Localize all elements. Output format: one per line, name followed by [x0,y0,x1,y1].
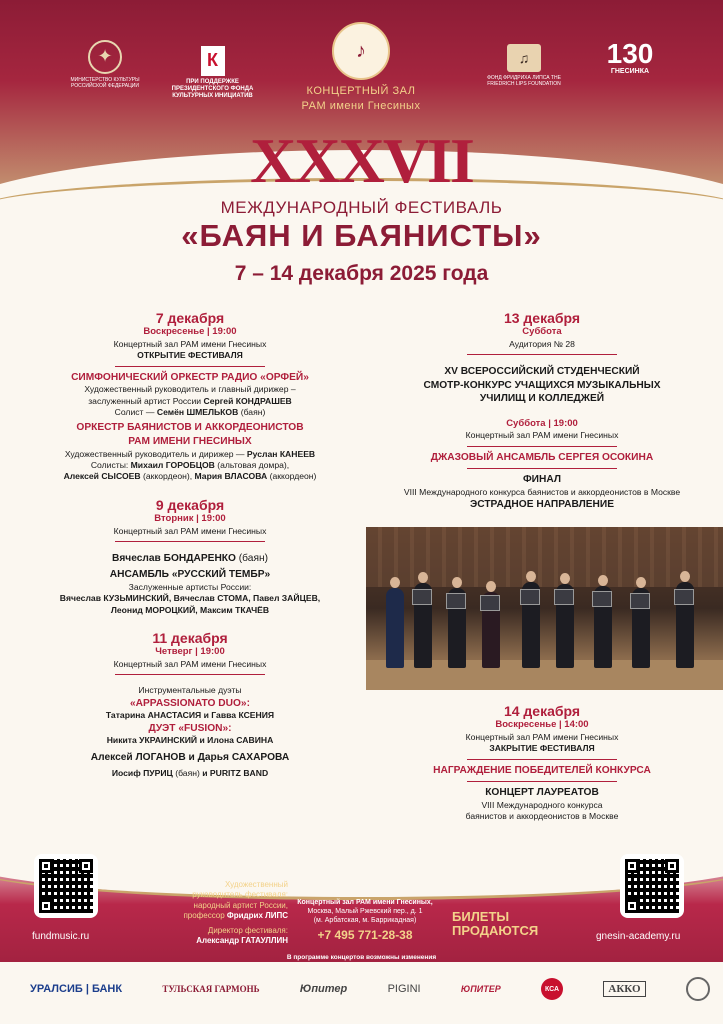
separator [467,781,617,782]
festival-directors: Художественный руководитель фестиваля: народный артист России, профессор Фридрих ЛИПС Директор фестиваля: Александр ГАТАУЛЛИН [183,880,288,945]
day-dec9: 9 декабря Вторник | 19:00 Концертный зал РАМ имени Гнесиных Вячеслав БОНДАРЕНКО (баян) АНСАМБЛЬ «РУССКИЙ ТЕМБР» Заслуженные артисты России: Вячеслав КУЗЬМИНСКИЙ, Вячеслав СТОМА, Павел ЗАЙЦЕВ, Леонид МОРОЦКИЙ, Максим ТКАЧЁВ [59,496,321,615]
schedule-right-bottom: 14 декабря Воскресенье | 14:00 Концертный зал РАМ имени Гнесиных ЗАКРЫТИЕ ФЕСТИВАЛЯ НАГРАЖДЕНИЕ ПОБЕДИТЕЛЕЙ КОНКУРСА КОНЦЕРТ ЛАУРЕАТОВ VIII Международного конкурса баянистов и аккордеонистов в Москве [433,703,651,822]
festival-subtitle: МЕЖДУНАРОДНЫЙ ФЕСТИВАЛЬ [220,198,503,217]
venue-address: Концертный зал РАМ имени Гнесиных, Москва, Малый Ржевский пер., д. 1 (м. Арбатская, м. Баррикадная) +7 495 771-28-38 [290,898,440,944]
tulskaya-garmon-logo-icon: ТУЛЬСКАЯ ГАРМОНЬ [162,984,260,994]
ministry-logo: ✦ МИНИСТЕРСТВО КУЛЬТУРЫ РОССИЙСКОЙ ФЕДЕРАЦИИ [70,40,140,89]
lips-foundation-logo-icon: ♫ [507,44,541,72]
pigini-logo-icon: PIGINI [387,983,421,995]
pfki-logo: К ПРИ ПОДДЕРЖКЕ ПРЕЗИДЕНТСКОГО ФОНДА КУЛЬТУРНЫХ ИНИЦИАТИВ [160,46,265,101]
schedule-right-top: 13 декабря Суббота Аудитория № 28 XV ВСЕРОССИЙСКИЙ СТУДЕНЧЕСКИЙ СМОТР-КОНКУРС УЧАЩИХСЯ МУЗЫКАЛЬНЫХ УЧИЛИЩ И КОЛЛЕДЖЕЙ Суббота | 19:00 Концертный зал РАМ имени Гнесиных ДЖАЗОВЫЙ АНСАМБЛЬ СЕРГЕЯ ОСОКИНА ФИНАЛ VIII Международного конкурса баянистов и аккордеонистов в Москве ЭСТРАДНОЕ НАПРАВЛЕНИЕ [403,310,681,511]
gnesin-academy-seal-icon: ♪ [332,22,390,80]
separator [467,446,617,447]
pfki-logo-icon: К [201,46,225,76]
akko-logo-icon: АККО [603,981,645,997]
lips-foundation-logo: ♫ ФОНД ФРИДРИХА ЛИПСА THE FRIEDRICH LIPS FOUNDATION [485,44,563,87]
separator [115,674,265,675]
separator [467,759,617,760]
festival-name: «БАЯН И БАЯНИСТЫ» [181,218,542,253]
eagle-emblem-icon: ✦ [88,40,122,74]
uralsib-logo-icon: УРАЛСИБ | БАНК [30,983,123,995]
tickets-on-sale: БИЛЕТЫ ПРОДАЮТСЯ [452,909,539,939]
sponsor-row [30,976,710,1002]
academy-seal [325,22,397,80]
qr-code-left[interactable] [34,854,98,918]
gnesinka-130-logo: 130 ГНЕСИНКА [606,38,654,75]
seal-logo-icon [686,977,710,1001]
schedule-left [20,310,360,780]
jupiter-logo-2-icon: ЮПИТЕР [460,984,501,994]
day-dec11: 11 декабря Четверг | 19:00 Концертный зал РАМ имени Гнесиных Инструментальные дуэты «APPASSIONATO DUO»: Татарина АНАСТАСИЯ и Гавва КСЕНИЯ ДУЭТ «FUSION»: Никита УКРАИНСКИЙ и Илона САВИНА Алексей ЛОГАНОВ и Дарья САХАРОВА Иосиф ПУРИЦ (баян) и PURITZ BAND [90,630,290,779]
jupiter-logo-icon: Юпитер [299,983,348,995]
ensemble-photo [366,527,723,690]
separator [115,366,265,367]
changes-note: В программе концертов возможны изменения [286,954,437,961]
phone-number[interactable]: +7 495 771-28-38 [317,928,413,943]
qr-code-right[interactable] [620,854,684,918]
site-link-left[interactable]: fundmusic.ru [32,931,90,942]
separator [115,541,265,542]
festival-number: XXXVII [250,125,473,196]
day-dec7: 7 декабря Воскресенье | 19:00 Концертный зал РАМ имени Гнесиных ОТКРЫТИЕ ФЕСТИВАЛЯ СИМФОНИЧЕСКИЙ ОРКЕСТР РАДИО «ОРФЕЙ» Художественный руководитель и главный дирижер – заслуженный артист России Сергей КОНДРАШЕВ Солист — Семён ШМЕЛЬКОВ (баян) ОРКЕСТР БАЯНИСТОВ И АККОРДЕОНИСТОВ РАМ ИМЕНИ ГНЕСИНЫХ Художественный руководитель и дирижер — Руслан КАНЕЕВ Солисты: Михаил ГОРОБЦОВ (альтовая домра), Алексей СЫСОЕВ (аккордеон), Мария ВЛАСОВА (аккордеон) [63,310,317,482]
separator [467,468,617,469]
gnesinka-130-logo-icon: 130 [606,38,654,69]
gold-divider-bottom [0,830,723,900]
separator [467,354,617,355]
site-link-right[interactable]: gnesin-academy.ru [596,931,681,942]
concert-hall-title: КОНЦЕРТНЫЙ ЗАЛ РАМ имени Гнесиных [301,85,421,112]
festival-dates: 7 – 14 декабря 2025 года [234,262,489,285]
ksa-logo-icon: КСА [541,978,563,1000]
